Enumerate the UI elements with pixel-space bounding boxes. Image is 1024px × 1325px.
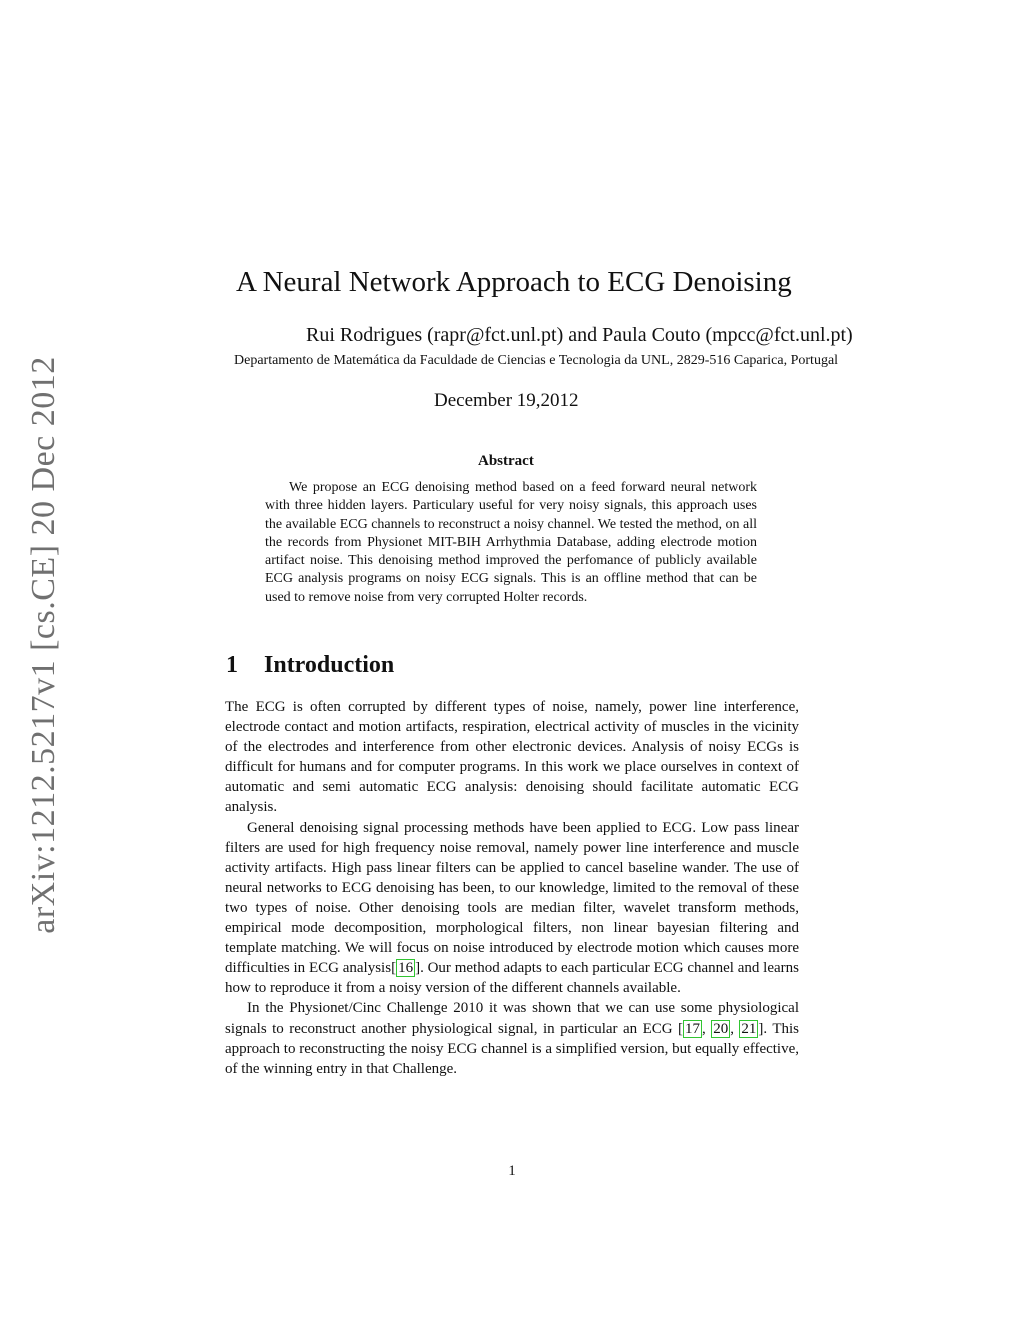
citation-link-20[interactable]: 20 (713, 1020, 729, 1037)
intro-p3-text-before: In the Physionet/Cinc Challenge 2010 it was shown that we can use some physiological signals to reconstruct another physiological signal, in particular an ECG (225, 1000, 799, 1037)
introduction-body (225, 697, 799, 1079)
intro-paragraph-1: The ECG is often corrupted by different types of noise, namely, power line interference, electrode contact and motion artifacts, respiration, electrical activity of muscles in the vicinity of the electrodes and interference from other electronic devices. Analysis of noisy ECGs is difficult for humans and for computer programs. In this work we place ourselves in context of automatic and semi automatic ECG analysis: denoising should facilitate automatic ECG analysis. (225, 699, 799, 816)
paper-authors: Rui Rodrigues (rapr@fct.unl.pt) and Paula Couto (mpcc@fct.unl.pt) (306, 324, 853, 346)
paper-affiliation: Departamento de Matemática da Faculdade de Ciencias e Tecnologia da UNL, 2829-516 Caparica, Portugal (234, 353, 839, 368)
arxiv-id: arXiv:1212.5217v1 [cs.CE] 20 Dec 2012 (25, 356, 63, 934)
citation-link-16[interactable]: 16 (398, 960, 414, 977)
page-number: 1 (508, 1163, 516, 1179)
section-heading (226, 652, 394, 679)
citation-group: [ 17 , 20 , 21 ] (678, 1020, 764, 1037)
intro-paragraph-2 (225, 818, 799, 999)
intro-paragraph-3 (225, 998, 799, 1078)
paper-title: A Neural Network Approach to ECG Denoising (236, 266, 792, 298)
citation-link-21[interactable]: 21 (741, 1020, 757, 1037)
citation-group: [ 16 ] (391, 960, 421, 977)
citation-link-17[interactable]: 17 (685, 1020, 701, 1037)
section-title: Introduction (264, 652, 395, 678)
intro-p2-text-before: General denoising signal processing methods have been applied to ECG. Low pass linear filters are used for high frequency noise removal, namely power line interference and muscle activity artifacts. High pass linear filters can be applied to cancel baseline wander. The use of neural networks to ECG denoising has been, to our knowledge, limited to the removal of these two types of noise. Other denoising tools are median filter, wavelet transform methods, empirical mode decomposition, morphological filters, non linear bayesian filtering and template matching. We will focus on noise introduced by electrode motion which causes more difficulties in ECG analysis (225, 819, 799, 977)
intro-p3-text-after: . This approach to reconstructing the noisy ECG channel is a simplified version, but equally effective, of the winning entry in that Challenge. (225, 1020, 799, 1077)
arxiv-sidebar-stamp (16, 356, 72, 934)
intro-p2-text-after: . Our method adapts to each particular ECG channel and learns how to reproduce it from a noisy version of the different channels available. (225, 960, 799, 997)
section-number: 1 (226, 652, 238, 678)
abstract-body (265, 479, 757, 607)
abstract-text: We propose an ECG denoising method based on a feed forward neural network with three hidden layers. Particulary useful for very noisy signals, this approach uses the available ECG channels to reconstruct a noisy channel. We tested the method, on all the records from Physionet MIT-BIH Arrhythmia Database, adding electrode motion artifact noise. This denoising method improved the perfomance of publicly available ECG analysis programs on noisy ECG signals. This is an offline method that can be used to remove noise from very corrupted Holter records. (265, 480, 757, 605)
paper-date: December 19,2012 (434, 390, 579, 411)
abstract-heading: Abstract (478, 453, 534, 469)
